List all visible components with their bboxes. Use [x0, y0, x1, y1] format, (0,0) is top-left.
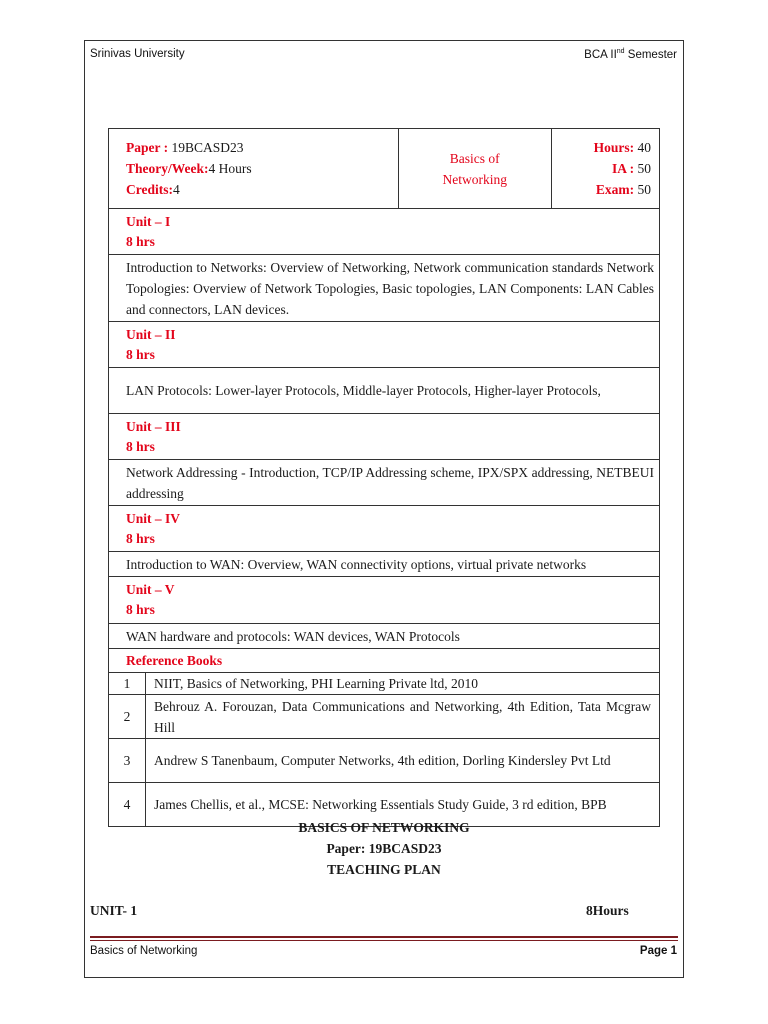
reference-number: 1	[109, 673, 146, 695]
footer-rule-thin	[90, 940, 678, 941]
reference-row	[109, 739, 660, 783]
reference-text: Andrew S Tanenbaum, Computer Networks, 4th edition, Dorling Kindersley Pvt Ltd	[146, 739, 660, 783]
reference-heading-row	[109, 649, 660, 673]
teaching-plan-paper: Paper: 19BCASD23	[326, 841, 442, 856]
unit-header-row	[109, 577, 660, 624]
reference-text: Behrouz A. Forouzan, Data Communications and Networking, 4th Edition, Tata Mcgraw Hill	[146, 695, 660, 739]
unit-title: Unit – I	[126, 213, 171, 229]
course-info-row	[109, 129, 660, 209]
reference-row	[109, 673, 660, 695]
unit-header-row	[109, 414, 660, 460]
reference-number: 3	[109, 739, 146, 783]
teaching-plan-title: TEACHING PLAN	[327, 862, 441, 877]
unit-content-row	[109, 460, 660, 506]
unit-content-row	[109, 255, 660, 322]
teaching-plan-course: BASICS OF NETWORKING	[298, 820, 470, 835]
paper-line: Paper : 19BCASD23	[126, 140, 244, 155]
credits-line: Credits:4	[126, 182, 180, 197]
unit-title: Unit – V	[126, 582, 175, 597]
unit-header-row	[109, 209, 660, 255]
reference-text: James Chellis, et al., MCSE: Networking Essentials Study Guide, 3 rd edition, BPB	[146, 783, 660, 827]
course-title-line1: Basics of	[449, 150, 500, 166]
course-marks-cell	[551, 129, 659, 209]
unit-5-content: WAN hardware and protocols: WAN devices, WAN Protocols	[109, 624, 660, 649]
reference-row	[109, 695, 660, 739]
unit-title: Unit – III	[126, 418, 181, 434]
unit-1-hours: 8Hours	[586, 903, 629, 918]
hours-line: Hours: 40	[593, 140, 651, 155]
reference-number: 4	[109, 783, 146, 827]
footer-page-number: Page 1	[639, 945, 677, 957]
unit-3-header	[109, 414, 660, 460]
unit-content-row	[109, 368, 660, 414]
reference-text: NIIT, Basics of Networking, PHI Learning Private ltd, 2010	[146, 673, 660, 695]
footer-rule	[90, 936, 678, 938]
reference-number: 2	[109, 695, 146, 739]
syllabus-table	[108, 128, 660, 827]
course-meta-cell	[109, 129, 399, 209]
unit-title: Unit – IV	[126, 510, 181, 526]
unit-3-content: Network Addressing - Introduction, TCP/IP Addressing scheme, IPX/SPX addressing, NETBEUI addressing	[109, 460, 660, 506]
header-institution: Srinivas University	[90, 48, 185, 60]
unit-1-content: Introduction to Networks: Overview of Networking, Network communication standards Network Topologies: Overview of Network Topologies, Basic topologies, LAN Components: LAN Cables and connectors, LAN devices.	[109, 255, 660, 322]
footer-course: Basics of Networking	[90, 945, 198, 957]
unit-title: Unit – II	[126, 326, 176, 342]
unit-1-header	[109, 209, 660, 255]
unit-content-row	[109, 552, 660, 577]
exam-line: Exam: 50	[595, 182, 651, 197]
unit-header-row	[109, 322, 660, 368]
unit-2-content: LAN Protocols: Lower-layer Protocols, Middle-layer Protocols, Higher-layer Protocols,	[109, 368, 660, 414]
unit-header-row	[109, 506, 660, 552]
unit-hours: 8 hrs	[126, 530, 155, 546]
unit-4-header	[109, 506, 660, 552]
header-semester: BCA IInd Semester	[584, 48, 677, 61]
reference-books-heading: Reference Books	[109, 649, 660, 673]
unit-4-content: Introduction to WAN: Overview, WAN connectivity options, virtual private networks	[109, 552, 660, 577]
unit-hours: 8 hrs	[126, 346, 155, 362]
unit-hours: 8 hrs	[126, 602, 155, 617]
ia-line: IA : 50	[611, 161, 651, 176]
course-title-line2: Networking	[442, 171, 507, 187]
unit-content-row	[109, 624, 660, 649]
unit-1-label: UNIT- 1	[90, 903, 138, 918]
unit-hours: 8 hrs	[126, 438, 155, 454]
unit-2-header	[109, 322, 660, 368]
unit-hours: 8 hrs	[126, 233, 155, 249]
theory-line: Theory/Week:4 Hours	[126, 161, 252, 176]
course-title-cell	[398, 129, 551, 209]
unit-5-header	[109, 577, 660, 624]
